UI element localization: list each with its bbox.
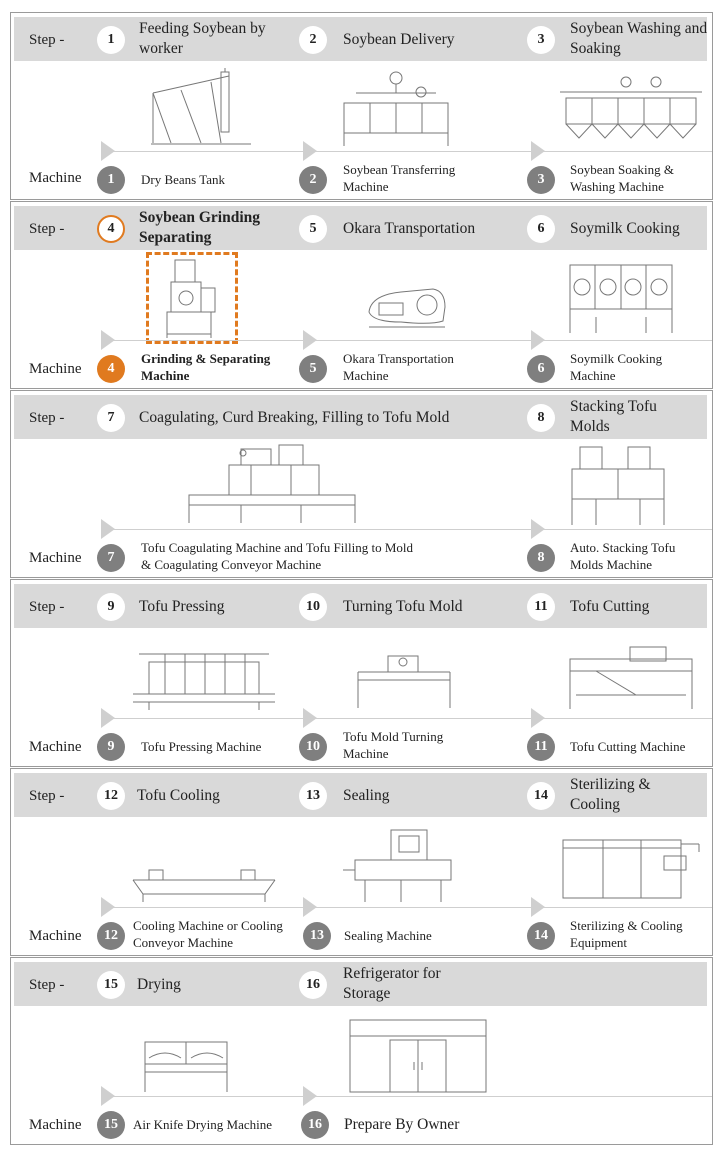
flow-arrow (101, 519, 115, 539)
flow-arrow (303, 897, 317, 917)
flow-arrow (303, 1086, 317, 1106)
machine-text-14: Sterilizing & Cooling Equipment (570, 918, 683, 950)
step-text-3: Soybean Washing and Soaking (570, 20, 708, 57)
machine-number-2: 2 (299, 166, 327, 194)
machine-text-3: Soybean Soaking & Washing Machine (570, 162, 674, 194)
machine-text-5: Okara Transportation Machine (343, 351, 454, 383)
step-number-14: 14 (527, 782, 555, 810)
machine-number-12: 12 (97, 922, 125, 950)
machine-number-5: 5 (299, 355, 327, 383)
step-number-6: 6 (527, 215, 555, 243)
machine-number-4: 4 (97, 355, 125, 383)
step-label: Step - (29, 32, 65, 48)
okara-transportation-drawing (361, 277, 451, 337)
soymilk-cooking-drawing (566, 257, 676, 337)
process-row-1 (10, 12, 713, 200)
machine-number-11: 11 (527, 733, 555, 761)
step-text-12: Tofu Cooling (137, 787, 220, 804)
step-number-3: 3 (527, 26, 555, 54)
step-text-16: Refrigerator for Storage (343, 965, 441, 1002)
step-number-16: 16 (299, 971, 327, 999)
flow-arrow (101, 897, 115, 917)
flow-arrow (101, 1086, 115, 1106)
flow-line (101, 340, 712, 341)
machine-number-8: 8 (527, 544, 555, 572)
tofu-cutting-drawing (566, 645, 696, 713)
machine-text-6: Soymilk Cooking Machine (570, 351, 663, 383)
process-row-2 (10, 201, 713, 389)
step-text-7: Coagulating, Curd Breaking, Filling to Tofu Mold (139, 409, 450, 426)
machine-text-15: Air Knife Drying Machine (133, 1117, 272, 1132)
flow-arrow (531, 330, 545, 350)
machine-text-2: Soybean Transferring Machine (343, 162, 456, 194)
step-text-15: Drying (137, 976, 181, 993)
step-number-9: 9 (97, 593, 125, 621)
machine-number-15: 15 (97, 1111, 125, 1139)
tofu-pressing-drawing (129, 650, 279, 712)
machine-text-12: Cooling Machine or Cooling Conveyor Machine (133, 918, 283, 950)
step-text-5: Okara Transportation (343, 220, 476, 237)
machine-text-9: Tofu Pressing Machine (141, 739, 262, 754)
step-text-8: Stacking Tofu Molds (570, 398, 657, 435)
tofu-coagulating-drawing (181, 443, 361, 527)
machine-text-8: Auto. Stacking Tofu Molds Machine (570, 540, 676, 572)
machine-number-14: 14 (527, 922, 555, 950)
process-row-4 (10, 579, 713, 767)
step-text-2: Soybean Delivery (343, 31, 455, 48)
flow-arrow (303, 330, 317, 350)
machine-label: Machine (29, 550, 82, 566)
grinding-separating-drawing (163, 258, 223, 340)
step-number-5: 5 (299, 215, 327, 243)
step-text-14: Sterilizing & Cooling (570, 776, 651, 813)
machine-number-7: 7 (97, 544, 125, 572)
air-knife-drying-drawing (141, 1038, 231, 1094)
machine-text-13: Sealing Machine (344, 928, 432, 943)
flow-arrow (303, 141, 317, 161)
step-text-6: Soymilk Cooking (570, 220, 680, 237)
step-number-7: 7 (97, 404, 125, 432)
sealing-machine-drawing (341, 824, 461, 904)
process-row-3 (10, 390, 713, 578)
step-label: Step - (29, 788, 65, 804)
machine-text-7: Tofu Coagulating Machine and Tofu Filling to Mold & Coagulating Conveyor Machine (141, 540, 413, 572)
step-text-1: Feeding Soybean by worker (139, 20, 266, 57)
flow-arrow (101, 141, 115, 161)
step-text-9: Tofu Pressing (139, 598, 225, 615)
dry-beans-tank-drawing (151, 68, 251, 148)
step-text-4: Soybean Grinding Separating (139, 209, 261, 246)
step-number-10: 10 (299, 593, 327, 621)
flow-line (101, 151, 712, 152)
flow-line (101, 529, 712, 530)
flow-arrow (531, 141, 545, 161)
refrigerator-drawing (346, 1018, 491, 1094)
machine-number-6: 6 (527, 355, 555, 383)
process-row-5 (10, 768, 713, 956)
machine-number-3: 3 (527, 166, 555, 194)
flow-line (101, 718, 712, 719)
machine-number-10: 10 (299, 733, 327, 761)
machine-text-11: Tofu Cutting Machine (570, 739, 686, 754)
mold-turning-drawing (354, 650, 454, 712)
flow-arrow (531, 708, 545, 728)
flow-line (101, 1096, 712, 1097)
flow-arrow (531, 897, 545, 917)
soybean-transferring-drawing (336, 68, 456, 148)
step-number-13: 13 (299, 782, 327, 810)
step-number-4: 4 (97, 215, 125, 243)
step-text-13: Sealing (343, 787, 390, 804)
cooling-conveyor-drawing (129, 864, 279, 904)
flow-arrow (531, 519, 545, 539)
flow-arrow (101, 330, 115, 350)
machine-label: Machine (29, 1117, 82, 1133)
step-text-11: Tofu Cutting (570, 598, 650, 615)
machine-number-9: 9 (97, 733, 125, 761)
process-row-6 (10, 957, 713, 1145)
flow-line (101, 907, 712, 908)
machine-label: Machine (29, 361, 82, 377)
stacking-molds-drawing (566, 443, 676, 527)
machine-number-16: 16 (301, 1111, 329, 1139)
step-number-8: 8 (527, 404, 555, 432)
machine-number-13: 13 (303, 922, 331, 950)
machine-text-16: Prepare By Owner (344, 1116, 460, 1133)
machine-text-10: Tofu Mold Turning Machine (343, 729, 444, 761)
machine-text-4: Grinding & Separating Machine (141, 351, 271, 383)
machine-text-1: Dry Beans Tank (141, 172, 226, 187)
step-text-10: Turning Tofu Mold (343, 598, 463, 615)
sterilizing-cooling-drawing (559, 834, 704, 904)
soaking-washing-drawing (556, 68, 706, 148)
step-label: Step - (29, 599, 65, 615)
step-number-12: 12 (97, 782, 125, 810)
step-label: Step - (29, 221, 65, 237)
machine-label: Machine (29, 739, 82, 755)
step-label: Step - (29, 410, 65, 426)
flow-arrow (101, 708, 115, 728)
machine-label: Machine (29, 928, 82, 944)
machine-number-1: 1 (97, 166, 125, 194)
step-number-15: 15 (97, 971, 125, 999)
flow-arrow (303, 708, 317, 728)
step-number-1: 1 (97, 26, 125, 54)
machine-label: Machine (29, 170, 82, 186)
step-label: Step - (29, 977, 65, 993)
step-number-2: 2 (299, 26, 327, 54)
step-number-11: 11 (527, 593, 555, 621)
